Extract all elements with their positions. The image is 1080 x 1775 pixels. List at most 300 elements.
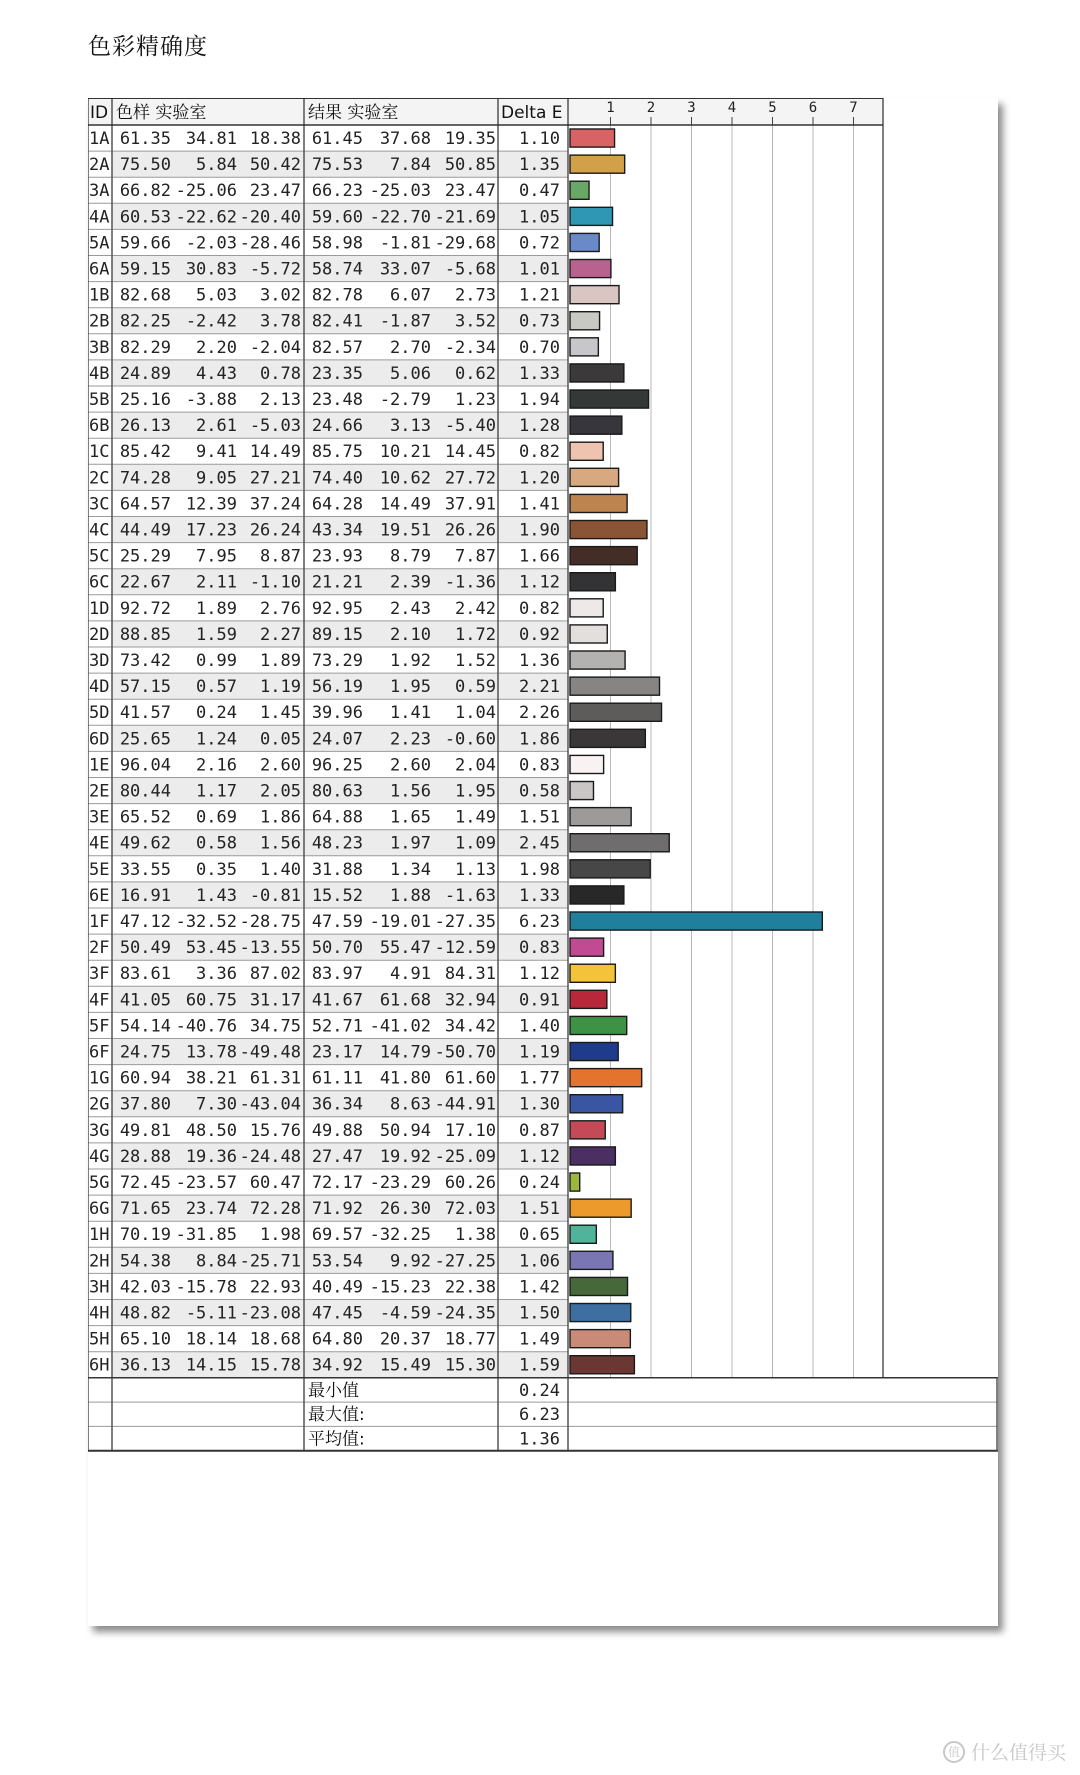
cell-sample: 15.78 (249, 1355, 301, 1376)
cell-result: 20.37 (379, 1329, 431, 1350)
cell-id: 3F (89, 964, 110, 985)
cell-sample: -2.03 (185, 233, 237, 254)
cell-id: 4H (89, 1303, 110, 1324)
cell-delta: 0.91 (519, 990, 560, 1011)
summary-label: 最小值 (308, 1380, 359, 1401)
cell-result: 23.35 (311, 363, 363, 384)
cell-sample: 70.19 (119, 1225, 171, 1246)
cell-sample: 31.17 (249, 990, 301, 1011)
cell-sample: 73.42 (119, 651, 171, 671)
cell-delta: 1.42 (519, 1277, 560, 1298)
cell-id: 6G (89, 1199, 110, 1220)
cell-result: 33.07 (379, 259, 431, 280)
bar (570, 1016, 627, 1034)
cell-sample: 14.49 (249, 442, 301, 463)
cell-result: 50.85 (444, 155, 496, 176)
cell-sample: 33.55 (119, 859, 171, 880)
cell-result: 1.52 (455, 651, 496, 671)
cell-id: 6F (89, 1042, 110, 1063)
bar (570, 1330, 630, 1348)
cell-id: 1G (89, 1068, 110, 1089)
cell-sample: 12.39 (185, 494, 237, 515)
cell-result: 84.31 (444, 964, 496, 985)
cell-result: 69.57 (311, 1225, 363, 1246)
cell-delta: 0.47 (519, 181, 560, 202)
cell-result: 92.95 (311, 598, 363, 619)
cell-result: 32.94 (444, 990, 496, 1011)
cell-result: -50.70 (434, 1042, 496, 1063)
cell-delta: 2.26 (519, 703, 560, 724)
cell-delta: 1.33 (519, 363, 560, 384)
cell-result: 1.88 (390, 885, 431, 906)
cell-sample: 71.65 (119, 1199, 171, 1220)
cell-delta: 1.41 (519, 494, 560, 515)
cell-id: 3E (89, 807, 110, 828)
bar (570, 260, 611, 278)
header-result: 结果 实验室 (308, 103, 399, 123)
cell-sample: 50.49 (119, 938, 171, 959)
cell-sample: 61.35 (119, 129, 171, 149)
cell-result: 85.75 (311, 442, 363, 463)
cell-sample: 82.68 (119, 285, 171, 306)
cell-delta: 1.86 (519, 729, 560, 750)
cell-sample: 22.93 (249, 1277, 301, 1298)
cell-id: 1H (89, 1225, 110, 1246)
cell-result: 82.57 (311, 337, 363, 358)
bar (570, 782, 593, 800)
cell-result: 48.23 (311, 833, 363, 854)
cell-result: 2.23 (390, 729, 431, 750)
cell-sample: 65.52 (119, 807, 171, 828)
cell-sample: 83.61 (119, 964, 171, 985)
bar (570, 625, 607, 643)
cell-sample: 41.57 (119, 703, 171, 724)
cell-sample: 60.53 (119, 207, 171, 228)
cell-sample: 1.98 (260, 1225, 301, 1246)
bar (570, 677, 660, 695)
cell-delta: 1.01 (519, 259, 560, 280)
cell-result: 39.96 (311, 703, 363, 724)
bar (570, 1095, 623, 1113)
cell-result: 21.21 (311, 572, 363, 593)
axis-tick-label: 5 (768, 100, 777, 116)
cell-sample: 22.67 (119, 572, 171, 593)
cell-sample: 88.85 (119, 624, 171, 645)
cell-result: 7.87 (455, 546, 496, 567)
cell-delta: 0.82 (519, 442, 560, 463)
cell-sample: -2.42 (185, 311, 237, 332)
cell-result: 61.68 (379, 990, 431, 1011)
cell-sample: 44.49 (119, 520, 171, 541)
cell-delta: 0.83 (519, 755, 560, 776)
bar (570, 573, 615, 591)
cell-sample: 53.45 (185, 938, 237, 959)
cell-result: 80.63 (311, 781, 363, 802)
cell-result: 1.09 (455, 833, 496, 854)
cell-sample: 9.05 (196, 468, 237, 489)
cell-sample: 1.59 (196, 624, 237, 645)
cell-delta: 1.28 (519, 416, 560, 437)
cell-result: 50.70 (311, 938, 363, 959)
cell-result: 72.03 (444, 1199, 496, 1220)
cell-id: 3H (89, 1277, 110, 1298)
cell-sample: -3.88 (185, 390, 237, 410)
cell-result: 74.40 (311, 468, 363, 489)
cell-sample: 1.56 (260, 833, 301, 854)
cell-result: -25.03 (369, 181, 431, 202)
cell-sample: -31.85 (175, 1225, 237, 1246)
cell-result: 75.53 (311, 155, 363, 176)
cell-sample: 17.23 (185, 520, 237, 541)
cell-delta: 0.73 (519, 311, 560, 332)
header-sample: 色样 实验室 (116, 103, 207, 123)
cell-sample: -5.03 (249, 416, 301, 437)
cell-sample: 0.58 (196, 833, 237, 854)
cell-sample: -2.04 (249, 337, 301, 358)
cell-sample: -24.48 (239, 1146, 301, 1167)
cell-sample: 96.04 (119, 755, 171, 776)
cell-sample: 0.05 (260, 729, 301, 750)
cell-delta: 0.58 (519, 781, 560, 802)
cell-sample: 72.28 (249, 1199, 301, 1220)
cell-sample: 49.81 (119, 1120, 171, 1141)
cell-id: 1F (89, 912, 110, 932)
cell-delta: 1.50 (519, 1303, 560, 1324)
cell-sample: 26.24 (249, 520, 301, 541)
cell-sample: 54.14 (119, 1016, 171, 1037)
bar (570, 1121, 605, 1139)
cell-result: 23.93 (311, 546, 363, 567)
cell-result: 61.45 (311, 129, 363, 149)
cell-sample: 5.84 (196, 155, 237, 176)
cell-result: 59.60 (311, 207, 363, 228)
cell-sample: 2.16 (196, 755, 237, 776)
cell-sample: 34.75 (249, 1016, 301, 1037)
cell-result: 1.95 (390, 677, 431, 698)
cell-sample: 1.40 (260, 859, 301, 880)
bar (570, 312, 600, 330)
cell-sample: -20.40 (239, 207, 301, 228)
bar (570, 390, 649, 408)
header-background (88, 98, 883, 125)
cell-id: 2C (89, 468, 110, 489)
cell-id: 5D (89, 703, 110, 724)
cell-id: 5B (89, 390, 110, 410)
cell-sample: 25.29 (119, 546, 171, 567)
cell-id: 5E (89, 859, 110, 880)
bar (570, 416, 622, 434)
cell-sample: 18.14 (185, 1329, 237, 1350)
cell-delta: 2.45 (519, 833, 560, 854)
cell-result: -5.68 (444, 259, 496, 280)
cell-id: 1D (89, 598, 110, 619)
cell-result: 1.41 (390, 703, 431, 724)
cell-delta: 1.35 (519, 155, 560, 176)
axis-tick-label: 2 (646, 100, 656, 116)
cell-sample: 57.15 (119, 677, 171, 698)
cell-sample: -5.72 (249, 259, 301, 280)
cell-sample: 41.05 (119, 990, 171, 1011)
bar (570, 834, 669, 852)
cell-result: 1.13 (455, 859, 496, 880)
cell-result: -5.40 (444, 416, 496, 437)
cell-sample: 13.78 (185, 1042, 237, 1063)
cell-id: 2A (89, 155, 110, 176)
summary-value: 0.24 (519, 1380, 560, 1401)
cell-sample: 2.20 (196, 337, 237, 358)
cell-delta: 0.70 (519, 337, 560, 358)
cell-result: 2.04 (455, 755, 496, 776)
cell-result: -4.59 (379, 1303, 431, 1324)
bar (570, 1356, 634, 1374)
bar (570, 338, 598, 356)
cell-result: 41.80 (379, 1068, 431, 1089)
cell-sample: 1.89 (260, 651, 301, 671)
cell-sample: 72.45 (119, 1173, 171, 1193)
cell-result: 56.19 (311, 677, 363, 698)
cell-sample: 0.69 (196, 807, 237, 828)
cell-result: 27.47 (311, 1146, 363, 1167)
bar (570, 1225, 596, 1243)
cell-delta: 1.90 (519, 520, 560, 541)
cell-result: 1.92 (390, 651, 431, 671)
cell-sample: -23.57 (175, 1173, 237, 1193)
cell-sample: 8.87 (260, 546, 301, 567)
cell-delta: 1.06 (519, 1251, 560, 1272)
cell-id: 4D (89, 677, 110, 698)
cell-result: -27.35 (434, 912, 496, 932)
cell-result: -41.02 (369, 1016, 431, 1037)
bar (570, 599, 603, 617)
cell-id: 2E (89, 781, 110, 802)
cell-delta: 1.51 (519, 807, 560, 828)
cell-result: 71.92 (311, 1199, 363, 1220)
cell-sample: 2.05 (260, 781, 301, 802)
cell-result: 47.45 (311, 1303, 363, 1324)
bar (570, 729, 645, 747)
cell-result: 31.88 (311, 859, 363, 880)
cell-sample: -1.10 (249, 572, 301, 593)
cell-sample: 2.76 (260, 598, 301, 619)
bar (570, 703, 662, 721)
cell-id: 4C (89, 520, 110, 541)
cell-result: 49.88 (311, 1120, 363, 1141)
cell-sample: 3.78 (260, 311, 301, 332)
cell-sample: 14.15 (185, 1355, 237, 1376)
cell-sample: 85.42 (119, 442, 171, 463)
cell-sample: 74.28 (119, 468, 171, 489)
cell-sample: 2.27 (260, 624, 301, 645)
bar (570, 651, 625, 669)
cell-result: 60.26 (444, 1173, 496, 1193)
cell-id: 6B (89, 416, 110, 437)
cell-result: 1.65 (390, 807, 431, 828)
cell-result: -21.69 (434, 207, 496, 228)
cell-result: 1.49 (455, 807, 496, 828)
cell-result: -22.70 (369, 207, 431, 228)
cell-id: 2F (89, 938, 110, 959)
cell-result: 24.66 (311, 416, 363, 437)
cell-sample: -49.48 (239, 1042, 301, 1063)
bar (570, 1304, 631, 1322)
cell-sample: 25.65 (119, 729, 171, 750)
cell-sample: 38.21 (185, 1068, 237, 1089)
cell-result: -29.68 (434, 233, 496, 254)
cell-delta: 1.05 (519, 207, 560, 228)
header-delta: Delta E (501, 103, 563, 123)
cell-id: 5F (89, 1016, 110, 1037)
cell-id: 5C (89, 546, 110, 567)
cell-sample: 19.36 (185, 1146, 237, 1167)
cell-delta: 1.36 (519, 651, 560, 671)
cell-sample: 0.78 (260, 363, 301, 384)
cell-sample: -25.06 (175, 181, 237, 202)
cell-result: 9.92 (390, 1251, 431, 1272)
cell-delta: 1.20 (519, 468, 560, 489)
cell-delta: 1.94 (519, 390, 560, 410)
cell-result: -1.36 (444, 572, 496, 593)
cell-sample: 60.94 (119, 1068, 171, 1089)
summary-label: 平均值: (308, 1429, 365, 1450)
cell-delta: 0.24 (519, 1173, 560, 1193)
cell-sample: 1.45 (260, 703, 301, 724)
cell-sample: 1.17 (196, 781, 237, 802)
cell-sample: -0.81 (249, 885, 301, 906)
cell-result: 15.52 (311, 885, 363, 906)
cell-result: -2.79 (379, 390, 431, 410)
watermark (943, 1738, 1066, 1765)
cell-result: 26.26 (444, 520, 496, 541)
cell-delta: 1.19 (519, 1042, 560, 1063)
cell-id: 1C (89, 442, 110, 463)
cell-result: 2.39 (390, 572, 431, 593)
cell-result: 27.72 (444, 468, 496, 489)
cell-sample: 87.02 (249, 964, 301, 985)
cell-result: 61.60 (444, 1068, 496, 1089)
cell-sample: 25.16 (119, 390, 171, 410)
cell-delta: 1.10 (519, 129, 560, 149)
cell-sample: 59.15 (119, 259, 171, 280)
cell-sample: 23.74 (185, 1199, 237, 1220)
cell-result: 2.60 (390, 755, 431, 776)
cell-sample: 0.57 (196, 677, 237, 698)
cell-sample: 80.44 (119, 781, 171, 802)
cell-delta: 6.23 (519, 912, 560, 932)
cell-sample: -43.04 (239, 1094, 301, 1115)
cell-result: 1.95 (455, 781, 496, 802)
cell-id: 5G (89, 1173, 110, 1193)
cell-id: 2D (89, 624, 110, 645)
axis-tick-label: 1 (606, 100, 615, 116)
cell-sample: -40.76 (175, 1016, 237, 1037)
cell-result: 52.71 (311, 1016, 363, 1037)
bar (570, 1043, 618, 1061)
cell-delta: 1.12 (519, 572, 560, 593)
cell-result: -25.09 (434, 1146, 496, 1167)
summary-value: 6.23 (519, 1405, 560, 1426)
cell-id: 4B (89, 363, 110, 384)
header-id: ID (90, 103, 109, 123)
cell-result: 3.52 (455, 311, 496, 332)
cell-sample: 2.60 (260, 755, 301, 776)
axis-tick-label: 6 (808, 100, 818, 116)
cell-sample: 60.75 (185, 990, 237, 1011)
bar (570, 808, 631, 826)
cell-sample: 34.81 (185, 129, 237, 149)
bar (570, 1251, 613, 1269)
cell-result: 0.62 (455, 363, 496, 384)
cell-result: 10.62 (379, 468, 431, 489)
cell-result: 23.47 (444, 181, 496, 202)
cell-sample: 27.21 (249, 468, 301, 489)
cell-result: -23.29 (369, 1173, 431, 1193)
cell-sample: 48.50 (185, 1120, 237, 1141)
axis-tick-label: 7 (849, 100, 858, 116)
cell-result: -19.01 (369, 912, 431, 932)
cell-id: 6A (89, 259, 110, 280)
cell-sample: 61.31 (249, 1068, 301, 1089)
cell-id: 2G (89, 1094, 110, 1115)
cell-delta: 1.30 (519, 1094, 560, 1115)
cell-result: 19.51 (379, 520, 431, 541)
cell-result: 82.78 (311, 285, 363, 306)
bar (570, 912, 822, 930)
cell-sample: 7.30 (196, 1094, 237, 1115)
cell-sample: 5.03 (196, 285, 237, 306)
cell-result: 23.48 (311, 390, 363, 410)
cell-result: 1.04 (455, 703, 496, 724)
cell-result: -1.81 (379, 233, 431, 254)
cell-sample: 23.47 (249, 181, 301, 202)
cell-result: 5.06 (390, 363, 431, 384)
cell-delta: 1.33 (519, 885, 560, 906)
bar (570, 886, 624, 904)
cell-result: 47.59 (311, 912, 363, 932)
cell-delta: 1.59 (519, 1355, 560, 1376)
cell-sample: -5.11 (185, 1303, 237, 1324)
cell-result: 0.59 (455, 677, 496, 698)
cell-sample: 24.89 (119, 363, 171, 384)
cell-result: 10.21 (379, 442, 431, 463)
cell-result: 40.49 (311, 1277, 363, 1298)
cell-result: 2.10 (390, 624, 431, 645)
cell-result: 41.67 (311, 990, 363, 1011)
cell-result: 53.54 (311, 1251, 363, 1272)
cell-result: 2.73 (455, 285, 496, 306)
cell-result: 14.45 (444, 442, 496, 463)
page-title: 色彩精确度 (88, 34, 208, 60)
cell-sample: 42.03 (119, 1277, 171, 1298)
cell-sample: 0.35 (196, 859, 237, 880)
cell-delta: 1.12 (519, 1146, 560, 1167)
cell-sample: 15.76 (249, 1120, 301, 1141)
cell-delta: 0.92 (519, 624, 560, 645)
cell-result: 58.74 (311, 259, 363, 280)
cell-sample: 54.38 (119, 1251, 171, 1272)
cell-sample: 0.24 (196, 703, 237, 724)
bar (570, 129, 615, 147)
cell-sample: 64.57 (119, 494, 171, 515)
cell-id: 3G (89, 1120, 110, 1141)
cell-result: 3.13 (390, 416, 431, 437)
cell-sample: 16.91 (119, 885, 171, 906)
cell-delta: 1.66 (519, 546, 560, 567)
bar (570, 155, 625, 173)
summary-value: 1.36 (519, 1429, 560, 1450)
cell-id: 6H (89, 1355, 110, 1376)
cell-delta: 0.72 (519, 233, 560, 254)
cell-result: 34.92 (311, 1355, 363, 1376)
